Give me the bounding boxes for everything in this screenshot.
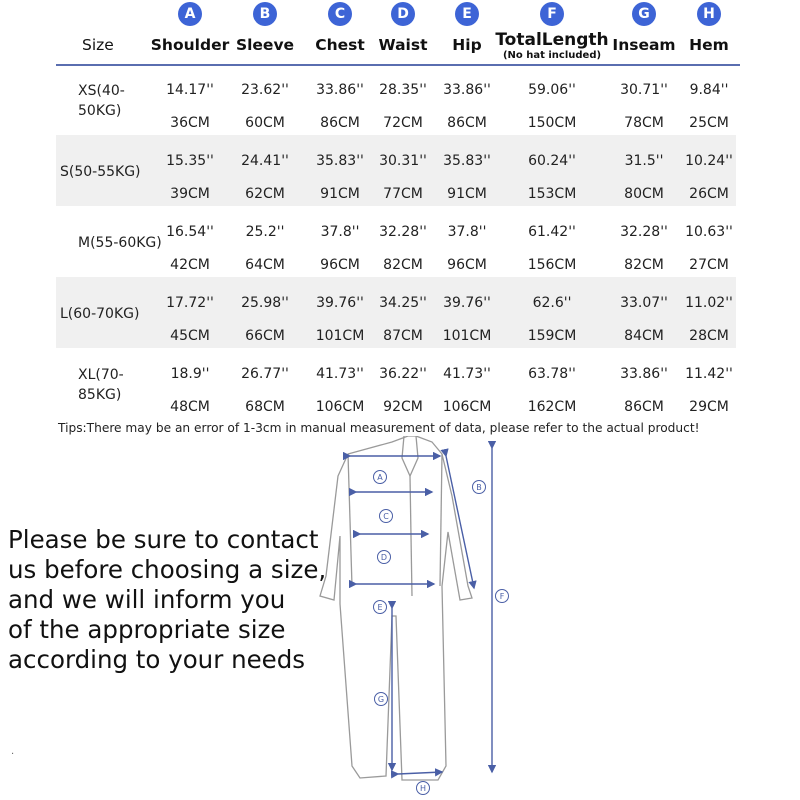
inch-value: 30.31'' xyxy=(379,153,427,169)
cm-value: 62CM xyxy=(245,186,285,202)
cm-value: 91CM xyxy=(320,186,360,202)
cm-value: 92CM xyxy=(383,399,423,415)
marker-d: D xyxy=(380,553,388,562)
inch-value: 16.54'' xyxy=(166,224,214,240)
inch-value: 36.22'' xyxy=(379,366,427,382)
cm-value: 86CM xyxy=(624,399,664,415)
cm-value: 78CM xyxy=(624,115,664,131)
jumpsuit-outline xyxy=(320,436,472,780)
cm-value: 150CM xyxy=(527,115,577,131)
size-label: L(60-70KG) xyxy=(60,306,140,322)
inch-value: 33.86'' xyxy=(443,82,491,98)
inch-value: 62.6'' xyxy=(532,295,572,311)
cm-value: 91CM xyxy=(447,186,487,202)
cm-value: 101CM xyxy=(442,328,492,344)
contact-notice xyxy=(8,525,328,675)
column-badge-hip: E xyxy=(455,2,479,26)
column-badge-total_length: F xyxy=(540,2,564,26)
cm-value: 159CM xyxy=(527,328,577,344)
jumpsuit-measurement-diagram xyxy=(300,436,530,800)
inch-value: 32.28'' xyxy=(620,224,668,240)
inch-value: 30.71'' xyxy=(620,82,668,98)
inch-value: 28.35'' xyxy=(379,82,427,98)
cm-value: 82CM xyxy=(624,257,664,273)
column-header-hem: Hem xyxy=(689,36,729,54)
inch-value: 41.73'' xyxy=(316,366,364,382)
cm-value: 48CM xyxy=(170,399,210,415)
column-header-inseam: Inseam xyxy=(612,36,676,54)
inch-value: 37.8'' xyxy=(320,224,360,240)
cm-value: 153CM xyxy=(527,186,577,202)
cm-value: 42CM xyxy=(170,257,210,273)
column-header-hip: Hip xyxy=(452,36,482,54)
cm-value: 77CM xyxy=(383,186,423,202)
column-header-size: Size xyxy=(82,36,114,54)
cm-value: 162CM xyxy=(527,399,577,415)
inch-value: 15.35'' xyxy=(166,153,214,169)
notice-line: and we will inform you xyxy=(8,585,286,614)
cm-value: 39CM xyxy=(170,186,210,202)
inch-value: 39.76'' xyxy=(443,295,491,311)
cm-value: 82CM xyxy=(383,257,423,273)
cm-value: 106CM xyxy=(315,399,365,415)
column-header-sleeve: Sleeve xyxy=(235,36,295,54)
column-header-shoulder: Shoulder xyxy=(150,36,230,54)
column-badge-sleeve: B xyxy=(253,2,277,26)
notice-line: of the appropriate size xyxy=(8,615,286,644)
inch-value: 63.78'' xyxy=(528,366,576,382)
inch-value: 37.8'' xyxy=(447,224,487,240)
size-label: M(55-60KG) xyxy=(78,235,162,251)
inch-value: 35.83'' xyxy=(443,153,491,169)
inch-value: 33.07'' xyxy=(620,295,668,311)
measurement-arrows xyxy=(350,448,492,774)
marker-b: B xyxy=(476,483,482,492)
cm-value: 66CM xyxy=(245,328,285,344)
inch-value: 31.5'' xyxy=(624,153,664,169)
cm-value: 106CM xyxy=(442,399,492,415)
inch-value: 24.41'' xyxy=(241,153,289,169)
cm-value: 86CM xyxy=(320,115,360,131)
cm-value: 156CM xyxy=(527,257,577,273)
inch-value: 9.84'' xyxy=(689,82,729,98)
inch-value: 61.42'' xyxy=(528,224,576,240)
marker-e: E xyxy=(377,603,383,612)
cm-value: 96CM xyxy=(447,257,487,273)
inch-value: 39.76'' xyxy=(316,295,364,311)
cm-value: 27CM xyxy=(689,257,729,273)
inch-value: 10.24'' xyxy=(685,153,733,169)
cm-value: 101CM xyxy=(315,328,365,344)
column-badge-chest: C xyxy=(328,2,352,26)
inch-value: 11.42'' xyxy=(685,366,733,382)
inch-value: 10.63'' xyxy=(685,224,733,240)
cm-value: 86CM xyxy=(447,115,487,131)
inch-value: 33.86'' xyxy=(316,82,364,98)
size-label: XS(40-50KG) xyxy=(78,83,125,119)
inch-value: 23.62'' xyxy=(241,82,289,98)
cm-value: 80CM xyxy=(624,186,664,202)
cm-value: 36CM xyxy=(170,115,210,131)
column-badge-inseam: G xyxy=(632,2,656,26)
column-badge-shoulder: A xyxy=(178,2,202,26)
inch-value: 60.24'' xyxy=(528,153,576,169)
marker-c: C xyxy=(383,512,389,521)
inch-value: 34.25'' xyxy=(379,295,427,311)
cm-value: 26CM xyxy=(689,186,729,202)
footer-mark: . xyxy=(11,746,15,757)
inch-value: 11.02'' xyxy=(685,295,733,311)
cm-value: 96CM xyxy=(320,257,360,273)
marker-a: A xyxy=(377,473,383,482)
inch-value: 59.06'' xyxy=(528,82,576,98)
cm-value: 29CM xyxy=(689,399,729,415)
cm-value: 60CM xyxy=(245,115,285,131)
inch-value: 41.73'' xyxy=(443,366,491,382)
column-header-total_length: TotalLength xyxy=(495,30,609,50)
inch-value: 35.83'' xyxy=(316,153,364,169)
inch-value: 14.17'' xyxy=(166,82,214,98)
inch-value: 33.86'' xyxy=(620,366,668,382)
size-label: XL(70-85KG) xyxy=(78,367,124,403)
inch-value: 17.72'' xyxy=(166,295,214,311)
marker-h: H xyxy=(419,784,427,793)
cm-value: 84CM xyxy=(624,328,664,344)
marker-g: G xyxy=(377,695,385,704)
column-header-chest: Chest xyxy=(315,36,365,54)
cm-value: 45CM xyxy=(170,328,210,344)
cm-value: 64CM xyxy=(245,257,285,273)
cm-value: 25CM xyxy=(689,115,729,131)
column-subheader-total_length: (No hat included) xyxy=(502,50,602,61)
notice-line: Please be sure to contact xyxy=(8,525,319,554)
inch-value: 32.28'' xyxy=(379,224,427,240)
inch-value: 18.9'' xyxy=(170,366,210,382)
column-badge-hem: H xyxy=(697,2,721,26)
notice-line: according to your needs xyxy=(8,645,306,674)
size-label: S(50-55KG) xyxy=(60,164,141,180)
cm-value: 28CM xyxy=(689,328,729,344)
inch-value: 25.2'' xyxy=(245,224,285,240)
cm-value: 87CM xyxy=(383,328,423,344)
column-header-waist: Waist xyxy=(378,36,428,54)
column-badge-waist: D xyxy=(391,2,415,26)
notice-line: us before choosing a size, xyxy=(8,555,327,584)
cm-value: 68CM xyxy=(245,399,285,415)
inch-value: 25.98'' xyxy=(241,295,289,311)
inch-value: 26.77'' xyxy=(241,366,289,382)
cm-value: 72CM xyxy=(383,115,423,131)
marker-f: F xyxy=(499,592,505,601)
tips-text: Tips:There may be an error of 1-3cm in manual measurement of data, please refer to the actual product! xyxy=(58,421,700,435)
